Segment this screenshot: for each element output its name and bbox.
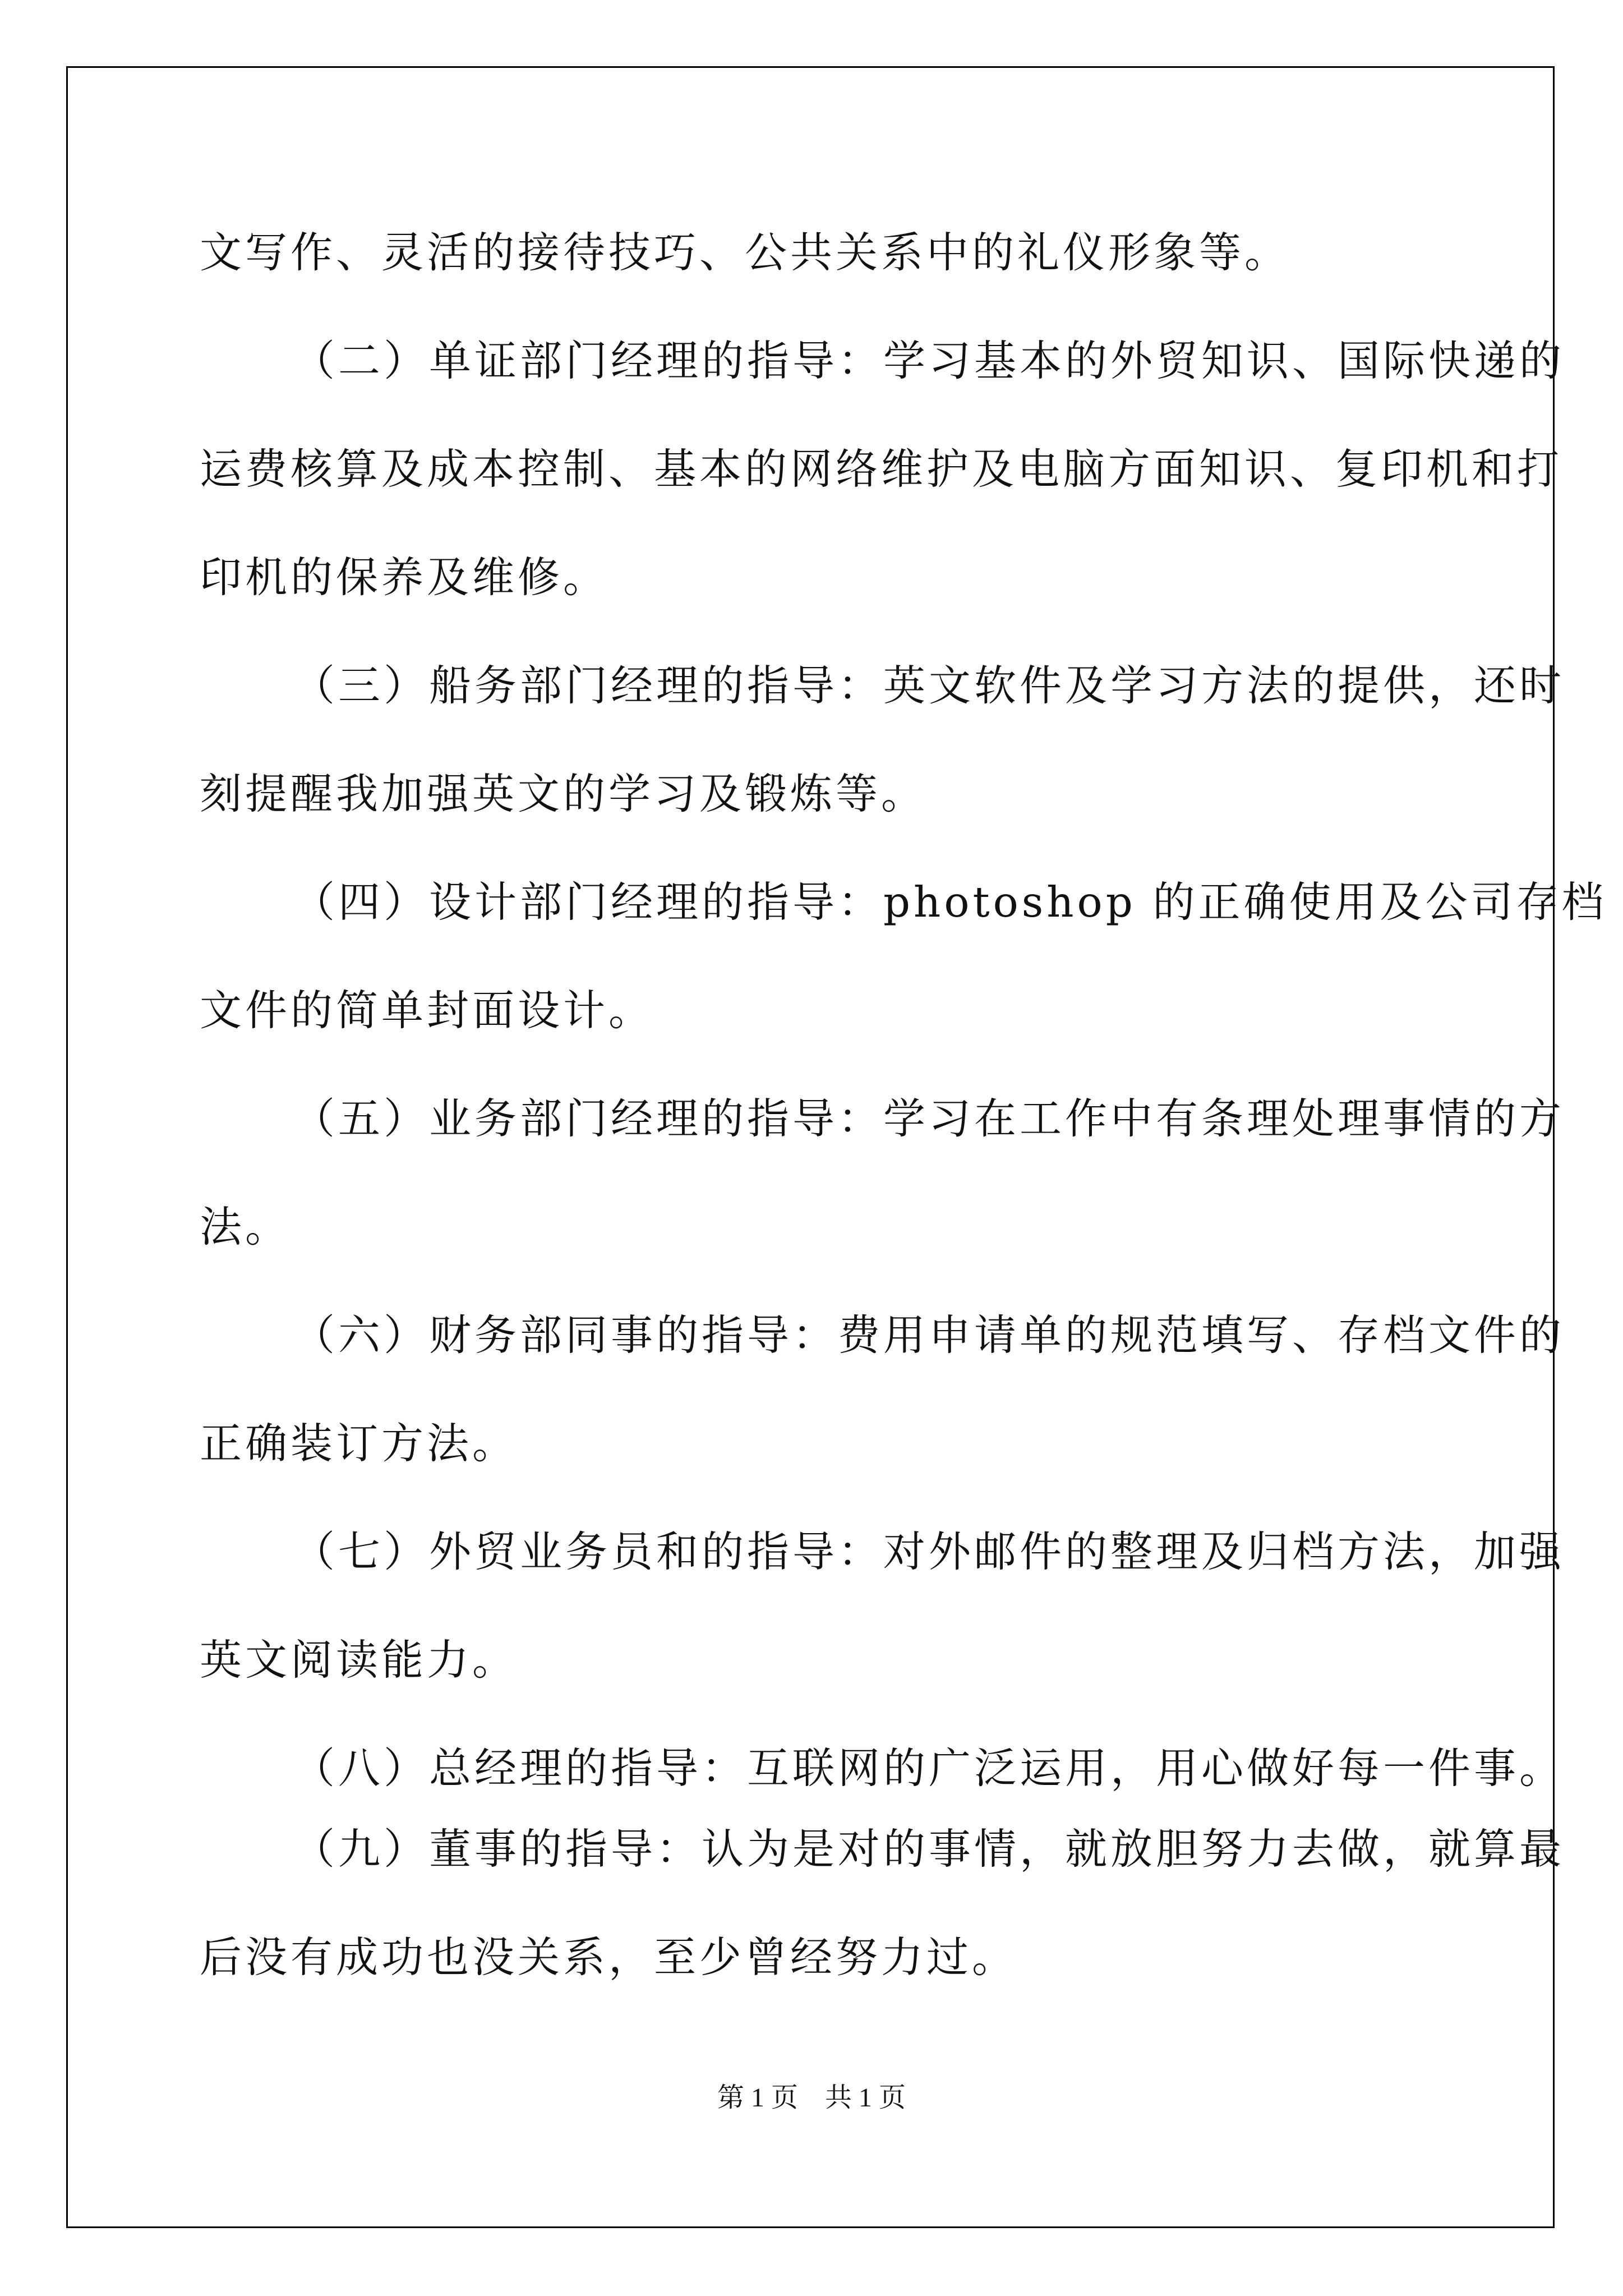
text-line-15: （八）总经理的指导：互联网的广泛运用，用心做好每一件事。	[293, 1743, 1565, 1793]
text-line-8: 文件的简单封面设计。	[200, 986, 654, 1035]
text-line-17: 后没有成功也没关系，至少曾经努力过。	[200, 1932, 1018, 1982]
text-line-4: 印机的保养及维修。	[200, 553, 609, 602]
text-line-12: 正确装订方法。	[200, 1419, 518, 1468]
text-line-3: 运费核算及成本控制、基本的网络维护及电脑方面知识、复印机和打	[200, 444, 1563, 494]
text-line-2: （二）单证部门经理的指导：学习基本的外贸知识、国际快递的	[293, 336, 1565, 385]
text-line-7: （四）设计部门经理的指导：photoshop 的正确使用及公司存档	[293, 877, 1607, 927]
text-line-14: 英文阅读能力。	[200, 1635, 518, 1685]
page-number-footer: 第 1 页 共 1 页	[717, 2083, 906, 2113]
text-line-16: （九）董事的指导：认为是对的事情，就放胆努力去做，就算最	[293, 1824, 1565, 1874]
text-line-6: 刻提醒我加强英文的学习及锻炼等。	[200, 769, 927, 818]
text-line-13: （七）外贸业务员和的指导：对外邮件的整理及归档方法，加强	[293, 1527, 1565, 1576]
text-line-5: （三）船务部门经理的指导：英文软件及学习方法的提供，还时	[293, 661, 1565, 710]
text-line-9: （五）业务部门经理的指导：学习在工作中有条理处理事情的方	[293, 1094, 1565, 1143]
text-line-11: （六）财务部同事的指导：费用申请单的规范填写、存档文件的	[293, 1310, 1565, 1360]
page-border	[66, 66, 1555, 2228]
text-line-1: 文写作、灵活的接待技巧、公共关系中的礼仪形象等。	[200, 228, 1290, 277]
text-line-10: 法。	[200, 1202, 291, 1251]
